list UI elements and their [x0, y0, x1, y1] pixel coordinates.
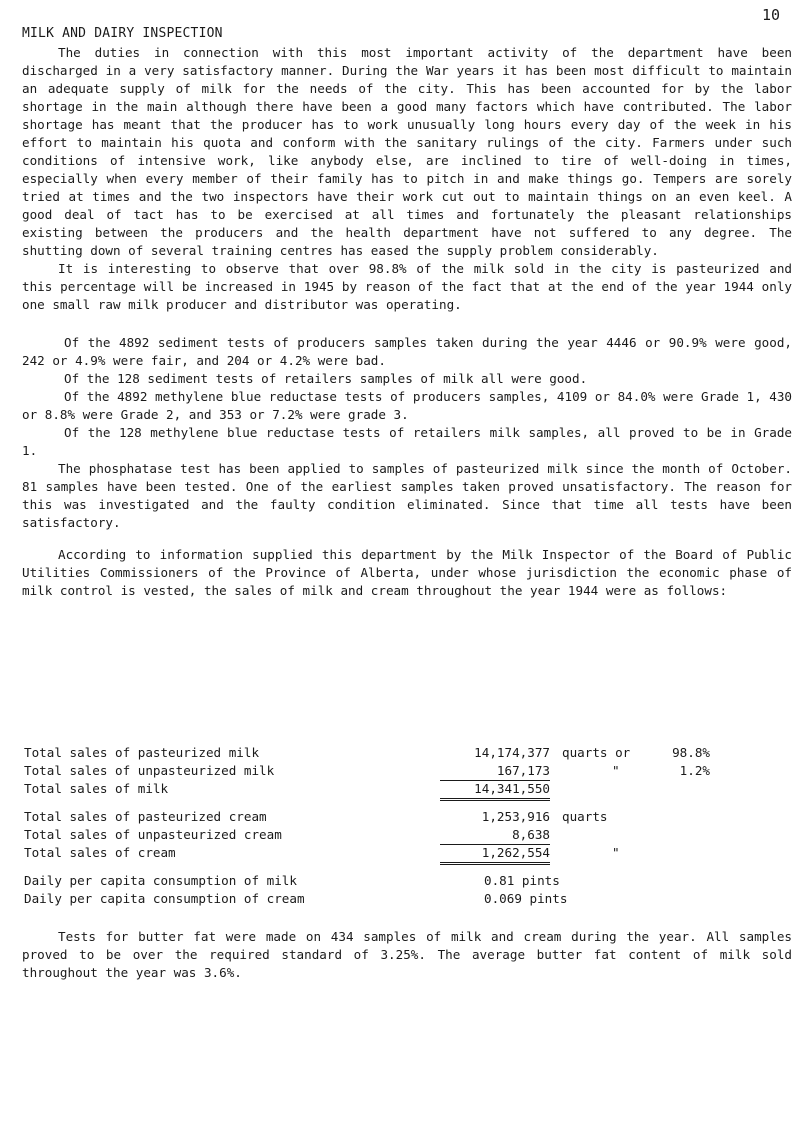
paragraph-sales-intro: According to information supplied this department by the Milk Inspector of the Board of Public Utilities Commissioners of the Province of Alberta, under whose jurisdiction the economic phase of milk control is vested, the sales of milk and cream throughout the year 1944 were as follows: [22, 547, 792, 598]
row-label: Daily per capita consumption of milk [24, 873, 297, 888]
paragraph-phosphatase: The phosphatase test has been applied to samples of pasteurized milk since the month of October. 81 samples have been tested. One of the earliest samples taken proved unsatisfactory. The reason for this was investigated and the faulty condition eliminated. Since that time all tests have been satisfactory. [22, 461, 792, 530]
paragraph-duties: The duties in connection with this most important activity of the department have been discharged in a very satisfactory manner. During the War years it has been most difficult to maintain an adequate supply of milk for the needs of the city. This has been accounted for by the labor shortage in the main although there have been a good many factors which have contributed. The labor shortage has meant that the producer has to work unusually long hours every day of the week in his effort to maintain his quota and conform with the sanitary rulings of the city. Farmers under such conditions of intensive work, like anybody else, are inclined to tire of well-doing in times, especially when every member of their family has to pitch in and make things go. Tempers are sorely tried at times and the two inspectors have their work cut out to maintain things on an even keel. A good deal of tact has to be exercised at all times and fortunately the pleasant relationships existing between the producers and the health department have not suffered to any degree. The shutting down of several training centres has eased the supply problem considerably. [22, 45, 792, 258]
row-value: 14,174,377 [474, 745, 550, 760]
table-row [22, 744, 792, 762]
table-row [22, 808, 792, 826]
row-percent: 1.2% [679, 763, 710, 778]
page-number: 10 [762, 6, 781, 24]
table-row [22, 844, 792, 862]
table-row [22, 890, 792, 908]
document-body-closing [22, 928, 792, 982]
row-label: Total sales of pasteurized cream [24, 809, 267, 824]
paragraph-pasteurized-share: It is interesting to observe that over 98.8% of the milk sold in the city is pasteurized and this percentage will be increased in 1945 by reason of the fact that at the end of the year 1944 only one small raw milk producer and distributor was operating. [22, 261, 792, 312]
row-value: 8,638 [440, 826, 550, 845]
row-percent: 98.8% [672, 745, 710, 760]
row-label: Total sales of cream [24, 845, 176, 860]
paragraph-sediment-retailers: Of the 128 sediment tests of retailers samples of milk all were good. [64, 371, 588, 386]
row-value: 14,341,550 [440, 780, 550, 801]
section-title: MILK AND DAIRY INSPECTION [22, 26, 223, 41]
row-label: Total sales of unpasteurized cream [24, 827, 282, 842]
consumption-table [22, 872, 792, 908]
table-row [22, 762, 792, 780]
table-row [22, 872, 792, 890]
row-value: 0.069 pints [484, 891, 568, 906]
document-body [22, 44, 792, 600]
row-unit: " [612, 845, 620, 860]
row-unit: " [612, 763, 620, 778]
row-label: Total sales of pasteurized milk [24, 745, 260, 760]
row-unit: quarts or [562, 745, 631, 760]
paragraph-sediment-producers: Of the 4892 sediment tests of producers samples taken during the year 4446 or 90.9% were good, 242 or 4.9% were fair, and 204 or 4.2% were bad. [22, 335, 792, 368]
row-value: 0.81 pints [484, 873, 560, 888]
paragraph-butter-fat: Tests for butter fat were made on 434 samples of milk and cream during the year. All samples proved to be over the required standard of 3.25%. The average butter fat content of milk sold throughout the year was 3.6%. [22, 929, 792, 980]
row-unit: quarts [562, 809, 608, 824]
row-value: 167,173 [440, 762, 550, 781]
row-label: Daily per capita consumption of cream [24, 891, 305, 906]
paragraph-methylene-retailers: Of the 128 methylene blue reductase tests of retailers milk samples, all proved to be in Grade 1. [22, 425, 792, 458]
row-value: 1,262,554 [440, 844, 550, 865]
row-label: Total sales of milk [24, 781, 169, 796]
row-label: Total sales of unpasteurized milk [24, 763, 275, 778]
row-value: 1,253,916 [481, 809, 550, 824]
paragraph-methylene-producers: Of the 4892 methylene blue reductase tests of producers samples, 4109 or 84.0% were Grade 1, 430 or 8.8% were Grade 2, and 353 or 7.2% were grade 3. [22, 389, 792, 422]
table-row [22, 826, 792, 844]
milk-sales-table [22, 744, 792, 798]
table-row [22, 780, 792, 798]
cream-sales-table [22, 808, 792, 862]
